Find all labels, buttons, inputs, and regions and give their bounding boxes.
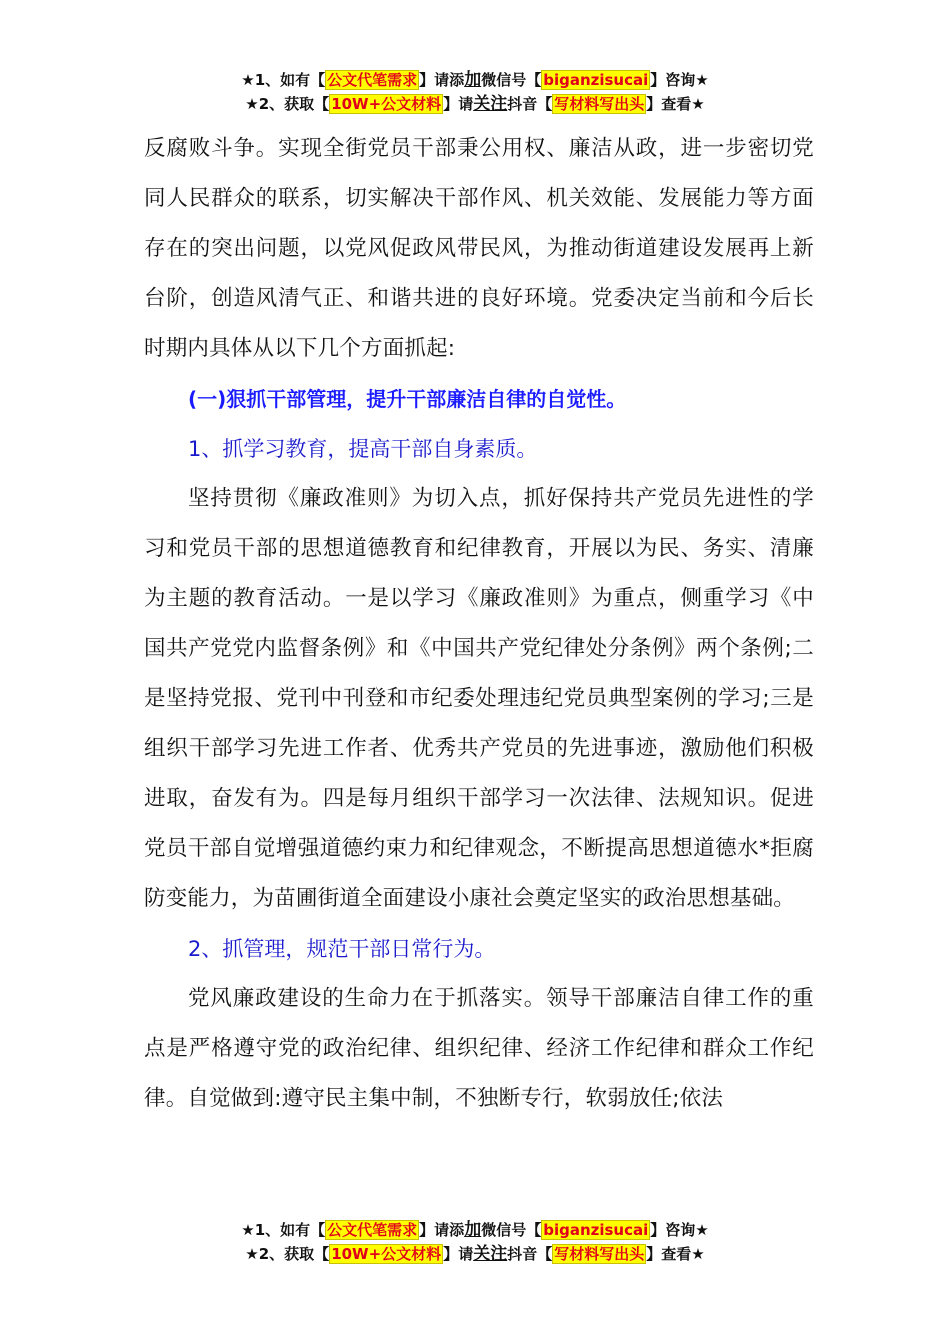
highlight-wechat-id: biganzisucai bbox=[543, 1221, 649, 1239]
subheading-2: 2、抓管理，规范干部日常行为。 bbox=[188, 937, 496, 961]
document-body bbox=[144, 124, 814, 1124]
section-heading: (一)狠抓干部管理，提升干部廉洁自律的自觉性。 bbox=[188, 387, 627, 411]
banner-line-2: ★2、获取【 10W+公文材料 】请关注抖音【 写材料写出头 】查看★ bbox=[245, 1244, 705, 1264]
highlight-wechat-id: biganzisucai bbox=[543, 71, 649, 89]
paragraph-1: 反腐败斗争。实现全街党员干部秉公用权、廉洁从政，进一步密切党同人民群众的联系，切实解决干部作风、机关效能、发展能力等方面存在的突出问题，以党风促政风带民风，为推动街道建设发展再上新台阶，创造风清气正、和谐共进的良好环境。党委决定当前和今后长时期内具体从以下几个方面抓起: bbox=[144, 136, 814, 361]
highlight-materials: 10W+公文材料 bbox=[331, 95, 442, 113]
highlight-materials: 10W+公文材料 bbox=[331, 1245, 442, 1263]
highlight-service: 公文代笔需求 bbox=[327, 1221, 418, 1239]
bottom-banner bbox=[0, 1218, 950, 1266]
paragraph-2: 坚持贯彻《廉政准则》为切入点，抓好保持共产党员先进性的学习和党员干部的思想道德教育和纪律教育，开展以为民、务实、清廉为主题的教育活动。一是以学习《廉政准则》为重点，侧重学习《中国共产党党内监督条例》和《中国共产党纪律处分条例》两个条例;二是坚持党报、党刊中刊登和市纪委处理违纪党员典型案例的学习;三是组织干部学习先进工作者、优秀共产党员的先进事迹，激励他们积极进取，奋发有为。四是每月组织干部学习一次法律、法规知识。促进党员干部自觉增强道德约束力和纪律观念，不断提高思想道德水*拒腐防变能力，为苗圃街道全面建设小康社会奠定坚实的政治思想基础。 bbox=[144, 486, 814, 911]
highlight-douyin: 写材料写出头 bbox=[554, 1245, 645, 1263]
banner-line-1: ★1、如有【 公文代笔需求 】请添加微信号【 biganzisucai 】咨询★ bbox=[241, 70, 709, 90]
top-banner bbox=[0, 68, 950, 116]
subheading-1: 1、抓学习教育，提高干部自身素质。 bbox=[188, 437, 538, 461]
banner-line-2: ★2、获取【 10W+公文材料 】请关注抖音【 写材料写出头 】查看★ bbox=[245, 94, 705, 114]
paragraph-3: 党风廉政建设的生命力在于抓落实。领导干部廉洁自律工作的重点是严格遵守党的政治纪律、组织纪律、经济工作纪律和群众工作纪律。自觉做到:遵守民主集中制，不独断专行，软弱放任;依法 bbox=[144, 986, 814, 1111]
banner-line-1: ★1、如有【 公文代笔需求 】请添加微信号【 biganzisucai 】咨询★ bbox=[241, 1220, 709, 1240]
highlight-service: 公文代笔需求 bbox=[327, 71, 418, 89]
highlight-douyin: 写材料写出头 bbox=[554, 95, 645, 113]
